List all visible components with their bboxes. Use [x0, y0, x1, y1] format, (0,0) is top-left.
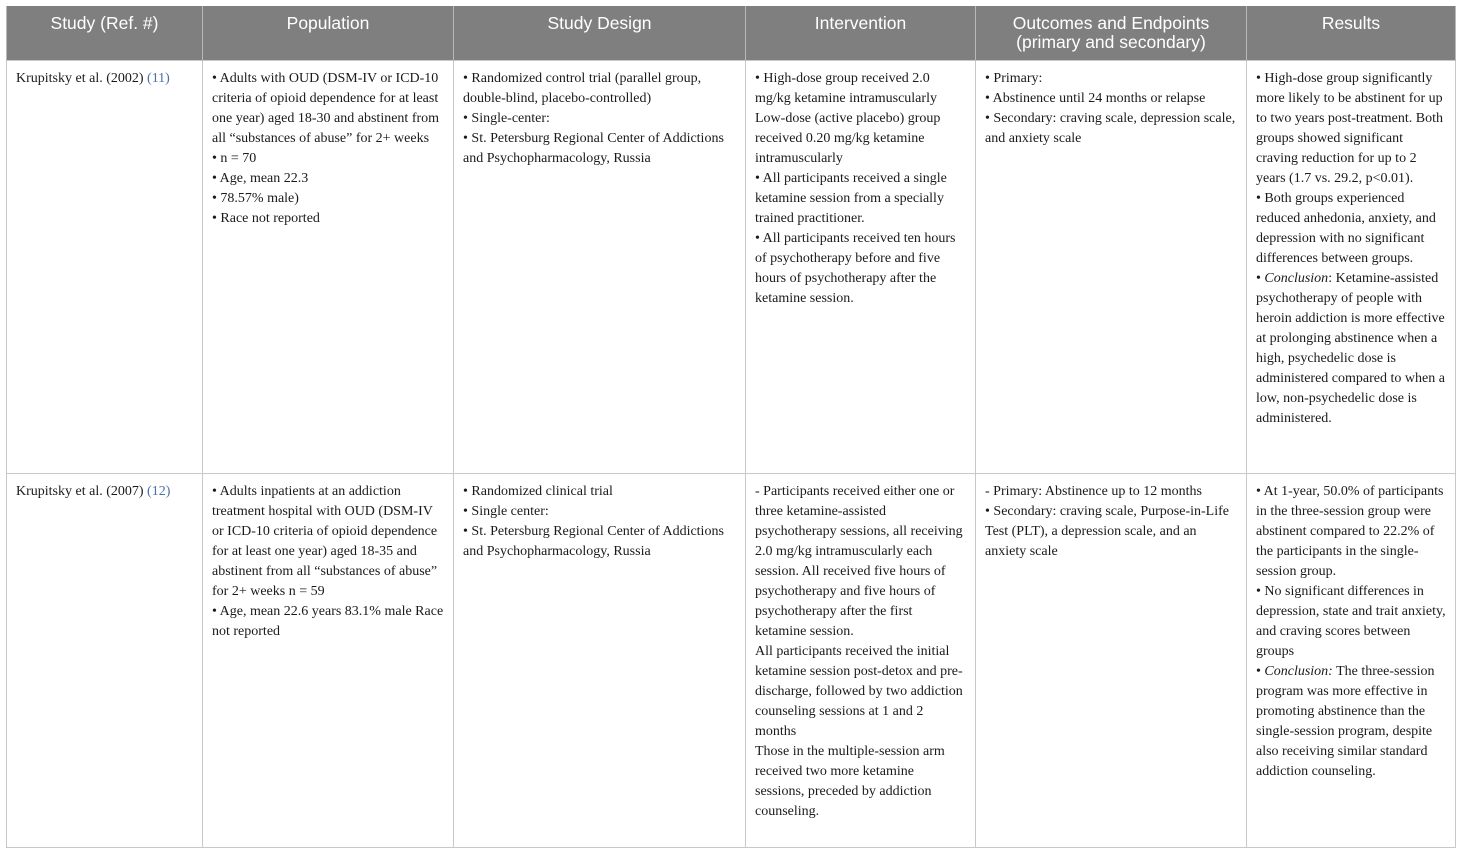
result-item: • At 1-year, 50.0% of participants in the three-session group were abstinent compared to 22.2% of the participants in the single-session group.	[1256, 484, 1444, 579]
outcome-item: • Secondary: craving scale, depression scale, and anxiety scale	[985, 111, 1236, 146]
study-cell	[7, 61, 203, 474]
intervention-cell	[746, 474, 976, 848]
conclusion-label: Conclusion:	[1264, 664, 1333, 679]
conclusion-label: Conclusion	[1264, 271, 1329, 286]
design-item: • Randomized control trial (parallel group, double-blind, placebo-controlled)	[463, 71, 702, 106]
design-item: • St. Petersburg Regional Center of Addictions and Psychopharmacology, Russia	[463, 524, 724, 559]
study-cell	[7, 474, 203, 848]
population-item: • Age, mean 22.3	[212, 171, 309, 186]
intervention-item: Those in the multiple-session arm received two more ketamine sessions, preceded by addiction counseling.	[755, 744, 945, 819]
results-cell	[1247, 474, 1456, 848]
results-cell	[1247, 61, 1456, 474]
intervention-item: • All participants received ten hours of psychotherapy before and five hours of psychotherapy after the ketamine session.	[755, 231, 956, 306]
header-intervention: Intervention	[746, 6, 976, 61]
intervention-item: All participants received the initial ketamine session post-detox and pre-discharge, followed by two addiction counseling sessions at 1 and 2 months	[755, 644, 963, 739]
table-row	[7, 474, 1456, 848]
header-outcomes: Outcomes and Endpoints (primary and secondary)	[976, 6, 1247, 61]
design-cell	[454, 61, 746, 474]
design-item: • St. Petersburg Regional Center of Addictions and Psychopharmacology, Russia	[463, 131, 724, 166]
intervention-item: • High-dose group received 2.0 mg/kg ketamine intramuscularly Low-dose (active placebo) group received 0.20 mg/kg ketamine intramuscularly	[755, 71, 941, 166]
header-study: Study (Ref. #)	[7, 6, 203, 61]
outcomes-cell	[976, 61, 1247, 474]
header-results: Results	[1247, 6, 1456, 61]
result-item: • Both groups experienced reduced anhedonia, anxiety, and depression with no significant differences between groups.	[1256, 191, 1436, 266]
outcome-item: - Primary: Abstinence up to 12 months	[985, 484, 1202, 499]
conclusion-item	[1256, 269, 1446, 429]
population-item: • Adults inpatients at an addiction treatment hospital with OUD (DSM-IV or ICD-10 criteria of opioid dependence for at least one year) aged 18-35 and abstinent from all “substances of abuse” for 2+ weeks n = 59	[212, 484, 438, 599]
population-item: • Race not reported	[212, 211, 320, 226]
outcome-item: • Abstinence until 24 months or relapse	[985, 91, 1206, 106]
design-cell	[454, 474, 746, 848]
population-cell	[203, 61, 454, 474]
design-item: • Randomized clinical trial	[463, 484, 613, 499]
intervention-item: - Participants received either one or three ketamine-assisted psychotherapy sessions, all receiving 2.0 mg/kg intramuscularly each session. All received five hours of psychotherapy and five hours of psychotherapy after the first ketamine session.	[755, 484, 963, 639]
studies-table	[6, 6, 1456, 848]
outcome-item: • Primary:	[985, 71, 1043, 86]
study-author: Krupitsky et al. (2002)	[16, 71, 148, 86]
header-study-design: Study Design	[454, 6, 746, 61]
intervention-cell	[746, 61, 976, 474]
design-item: • Single center:	[463, 504, 549, 519]
conclusion-text: The three-session program was more effective in promoting abstinence than the single-session program, despite also receiving similar standard addiction counseling.	[1256, 664, 1435, 779]
conclusion-bullet: •	[1256, 271, 1265, 286]
population-item: • Adults with OUD (DSM-IV or ICD-10 criteria of opioid dependence for at least one year) aged 18-30 and abstinent from all “substances of abuse” for 2+ weeks	[212, 71, 440, 146]
population-item: • 78.57% male)	[212, 191, 299, 206]
design-item: • Single-center:	[463, 111, 550, 126]
result-item: • High-dose group significantly more likely to be abstinent for up to two years post-treatment. Both groups showed significant craving reduction for up to 2 years (1.7 vs. 29.2, p<0.01).	[1256, 71, 1444, 186]
header-population: Population	[203, 6, 454, 61]
intervention-item: • All participants received a single ketamine session from a specially trained practitioner.	[755, 171, 947, 226]
reference-link[interactable]: (12)	[147, 484, 171, 499]
outcomes-cell	[976, 474, 1247, 848]
result-item: • No significant differences in depression, state and trait anxiety, and craving scores between groups	[1256, 584, 1446, 659]
study-author: Krupitsky et al. (2007)	[16, 484, 148, 499]
table-header-row	[7, 6, 1456, 61]
conclusion-text: : Ketamine-assisted psychotherapy of people with heroin addiction is more effective at prolonging abstinence when a high, psychedelic dose is administered compared to when a low, non-psychedelic dose is administered.	[1256, 271, 1445, 426]
population-item: • n = 70	[212, 151, 257, 166]
outcome-item: • Secondary: craving scale, Purpose-in-Life Test (PLT), a depression scale, and an anxiety scale	[985, 504, 1229, 559]
population-item: • Age, mean 22.6 years 83.1% male Race not reported	[212, 604, 444, 639]
conclusion-bullet: •	[1256, 664, 1265, 679]
reference-link[interactable]: (11)	[147, 71, 170, 86]
conclusion-item	[1256, 662, 1446, 782]
population-cell	[203, 474, 454, 848]
table-row	[7, 61, 1456, 474]
